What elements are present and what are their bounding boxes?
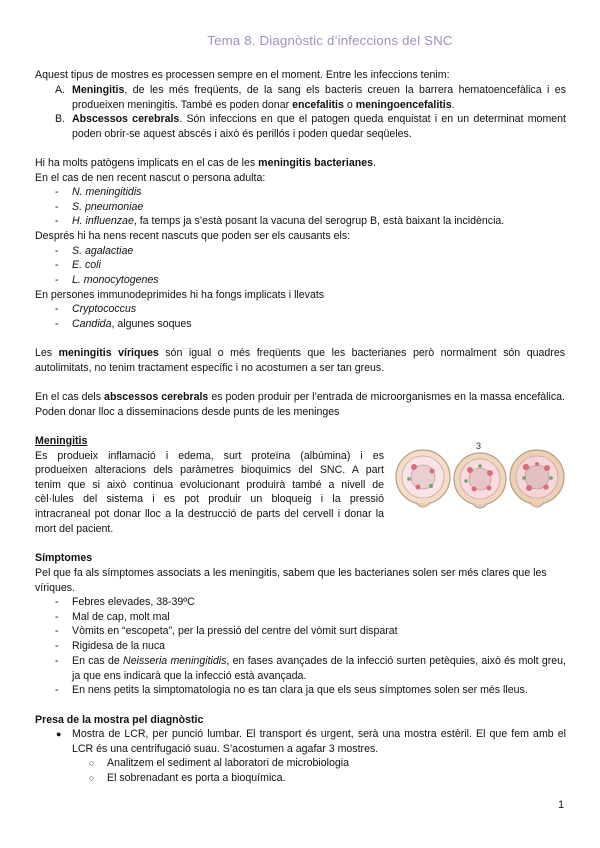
symptoms-intro: Pel que fa als símptomes associats a les meningitis, sabem que les bacterianes solen ser més clares que les víriques. [35,567,547,594]
bacterial-intro: Hi ha molts patògens implicats en el cas de les meningitis bacterianes. [35,157,376,169]
intro-text: Aquest tipus de mostres es processen sempre en el moment. Entre les infeccions tenim: [35,69,450,81]
meningitis-line: mort del pacient. [35,523,114,535]
meningitis-line: intracraneal pot donar lloc a la destrucció de parts del cervell i donar la [35,508,384,520]
list-item: En nens petits la simptomatologia no es tan clara ja que els seus símptomes solen ser més lleus. [72,684,528,696]
list-item: L. monocytogenes [72,274,159,286]
list-item: S. pneumoniae [72,201,144,213]
list-item: S. agalactiae [72,245,134,257]
sample-sub-item: El sobrenadant es porta a bioquímica. [107,772,286,784]
list-item: Mal de cap, molt mal [72,611,170,623]
sample-sub-item: Analitzem el sediment al laboratori de microbiologia [107,757,350,769]
list-dash: - [55,245,59,257]
list-dash: - [55,259,59,271]
list-item: Febres elevades, 38-39ºC [72,596,195,608]
list-dash: - [55,303,59,315]
sample-main: Mostra de LCR, per punció lumbar. El transport és urgent, serà una mostra estèril. El que fem amb el LCR és una centrifugació suau. S’acostumen a agafar 3 mostres. [72,728,566,755]
abscess-paragraph: En el cas dels abscessos cerebrals es poden produir per l’entrada de microorganismes en la massa encefàlica. Poden donar lloc a disseminacions desde punts de les meninges [35,391,566,418]
list-dash: - [55,201,59,213]
list-item: H. influenzae, fa temps ja s’està posant la vacuna del serogrup B, està baixant la incidència. [72,215,505,227]
list-item: N. meningitidis [72,186,142,198]
type-marker-a: A. [55,84,66,96]
viral-paragraph: Les meningitis víriques són igual o més freqüents que les bacterianes però normalment són quadres autolimitats, no tenim tractament específic i no acostumen a ser tan greus. [35,347,566,374]
list-item: Rigidesa de la nuca [72,640,166,652]
immuno-label: En persones immunodeprimides hi ha fongs implicats i llevats [35,289,325,301]
after-label: Després hi ha nens recent nascuts que poden ser els causants els: [35,230,351,242]
list-item: Cryptococcus [72,303,137,315]
type-abscess: Abscessos cerebrals. Són infeccions en que el patogen queda enquistat i en un determinat moment poden obrir-se aquest abscés i això és perillós i poden quedar seqüeles. [72,113,566,140]
list-dash: - [55,596,59,608]
symptoms-heading: Símptomes [35,552,93,564]
figure-number: 3 [476,441,482,451]
list-dash: - [55,318,59,330]
list-item: En cas de Neisseria meningitidis, en fases avançades de la infecció surten petèquies, això és molt greu, ja que ens indicarà que la infecció està avançada. [72,655,567,682]
list-dash: - [55,684,59,696]
meningitis-line: cèl·lules del sistema i es pot produir un bloqueig i la pressió [35,493,384,505]
meningitis-heading: Meningitis [35,435,88,447]
type-meningitis: Meningitis, de les més freqüents, de la sang els bacteris creuen la barrera hematoencefàlica i es produeixen meningitis. També es poden donar encefalitis o meningoencefalitis. [72,84,566,111]
bullet-dot: ● [56,729,62,739]
list-item: Candida, algunes soques [72,318,192,330]
sample-heading: Presa de la mostra pel diagnòstic [35,714,204,726]
list-dash: - [55,274,59,286]
bullet-circle: ○ [89,773,95,783]
meningitis-line: produeixen alteracions dels paràmetres bioquimics del SNC. A part [35,464,384,476]
page-title: Tema 8. Diagnòstic d’infeccions del SNC [207,33,453,48]
list-dash: - [55,611,59,623]
meningitis-line: tenim que si això continua evolucionant produirà també a nivell de [35,479,384,491]
bullet-circle: ○ [89,758,95,768]
list-dash: - [55,215,59,227]
list-item: E. coli [72,259,101,271]
list-item: Vòmits en “escopeta”, per la pressió del centre del vòmit surt disparat [72,625,398,637]
newborn-label: En el cas de nen recent nascut o persona adulta: [35,172,266,184]
list-dash: - [55,655,59,667]
meningitis-line: Es produeix inflamació i edema, surt proteïna (albúmina) i es [35,450,384,462]
type-marker-b: B. [55,113,66,125]
list-dash: - [55,625,59,637]
list-dash: - [55,186,59,198]
meningitis-illustration [394,439,566,515]
page-number: 1 [558,799,564,811]
list-dash: - [55,640,59,652]
